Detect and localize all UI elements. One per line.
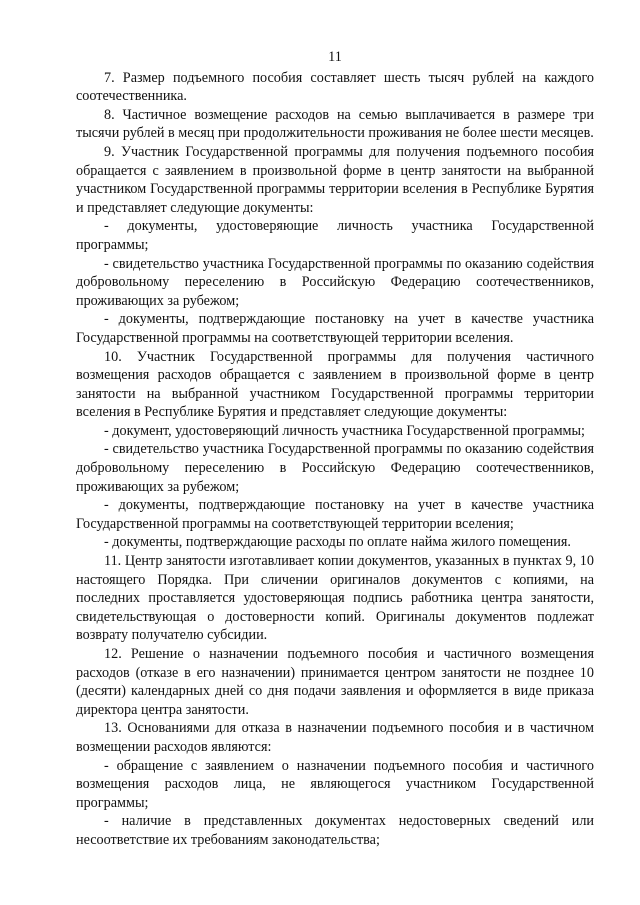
list-item-10-3: - документы, подтверждающие постановку на учет в качестве участника Государственной программы на соответствующей территории вселения;: [76, 497, 594, 532]
list-item-9-2: - свидетельство участника Государственной программы по оказанию содействия добровольному переселению в Российскую Федерацию соотечественников, проживающих за рубежом;: [76, 255, 594, 309]
list-item-10-1: - документ, удостоверяющий личность участника Государственной программы;: [104, 422, 585, 439]
paragraph-12: 12. Решение о назначении подъемного пособия и частичного возмещения расходов (отказе в его назначении) принимается центром занятости не позднее 10 (десяти) календарных дней со дня подачи заявления и оформляется в виде приказа директора центра занятости.: [76, 646, 594, 718]
page-number: 11: [328, 49, 342, 65]
list-item-9-1: - документы, удостоверяющие личность участника Государственной программы;: [76, 218, 594, 253]
paragraph-8: 8. Частичное возмещение расходов на семью выплачивается в размере три тысячи рублей в месяц при продолжительности проживания не более шести месяцев.: [76, 106, 594, 142]
list-item-13-1: - обращение с заявлением о назначении подъемного пособия и частичного возмещения расходов лица, не являющегося участником Государственной программы;: [76, 757, 594, 811]
paragraph-9: 9. Участник Государственной программы для получения подъемного пособия обращается с заявлением в произвольной форме в центр занятости на выбранной участником Государственной программы территории вселения в Республике Бурятия и представляет следующие документы:: [76, 143, 594, 216]
document-page: [76, 48, 594, 850]
paragraph-13: 13. Основаниями для отказа в назначении подъемного пособия и в частичном возмещении расходов являются:: [76, 720, 594, 755]
paragraph-10: 10. Участник Государственной программы для получения частичного возмещения расходов обращается с заявлением в произвольной форме в центр занятости на выбранной участником Государственной программы территории вселения в Республике Бурятия и представляет следующие документы:: [76, 348, 594, 421]
paragraph-7: 7. Размер подъемного пособия составляет шесть тысяч рублей на каждого соотечественника.: [76, 69, 594, 105]
paragraph-11: 11. Центр занятости изготавливает копии документов, указанных в пунктах 9, 10 настоящего Порядка. При сличении оригиналов документов с копиями, на последних проставляется удостоверяющая подпись работника центра занятости, свидетельствующая о достоверности копий. Оригиналы документов подлежат возврату получателю субсидии.: [76, 553, 594, 644]
list-item-13-2: - наличие в представленных документах недостоверных сведений или несоответствие их требованиям законодательства;: [76, 813, 594, 848]
list-item-10-2: - свидетельство участника Государственной программы по оказанию содействия добровольному переселению в Российскую Федерацию соотечественников, проживающих за рубежом;: [76, 441, 594, 495]
list-item-9-3: - документы, подтверждающие постановку на учет в качестве участника Государственной программы на соответствующей территории вселения.: [76, 311, 594, 346]
list-item-10-4: - документы, подтверждающие расходы по оплате найма жилого помещения.: [104, 534, 571, 551]
